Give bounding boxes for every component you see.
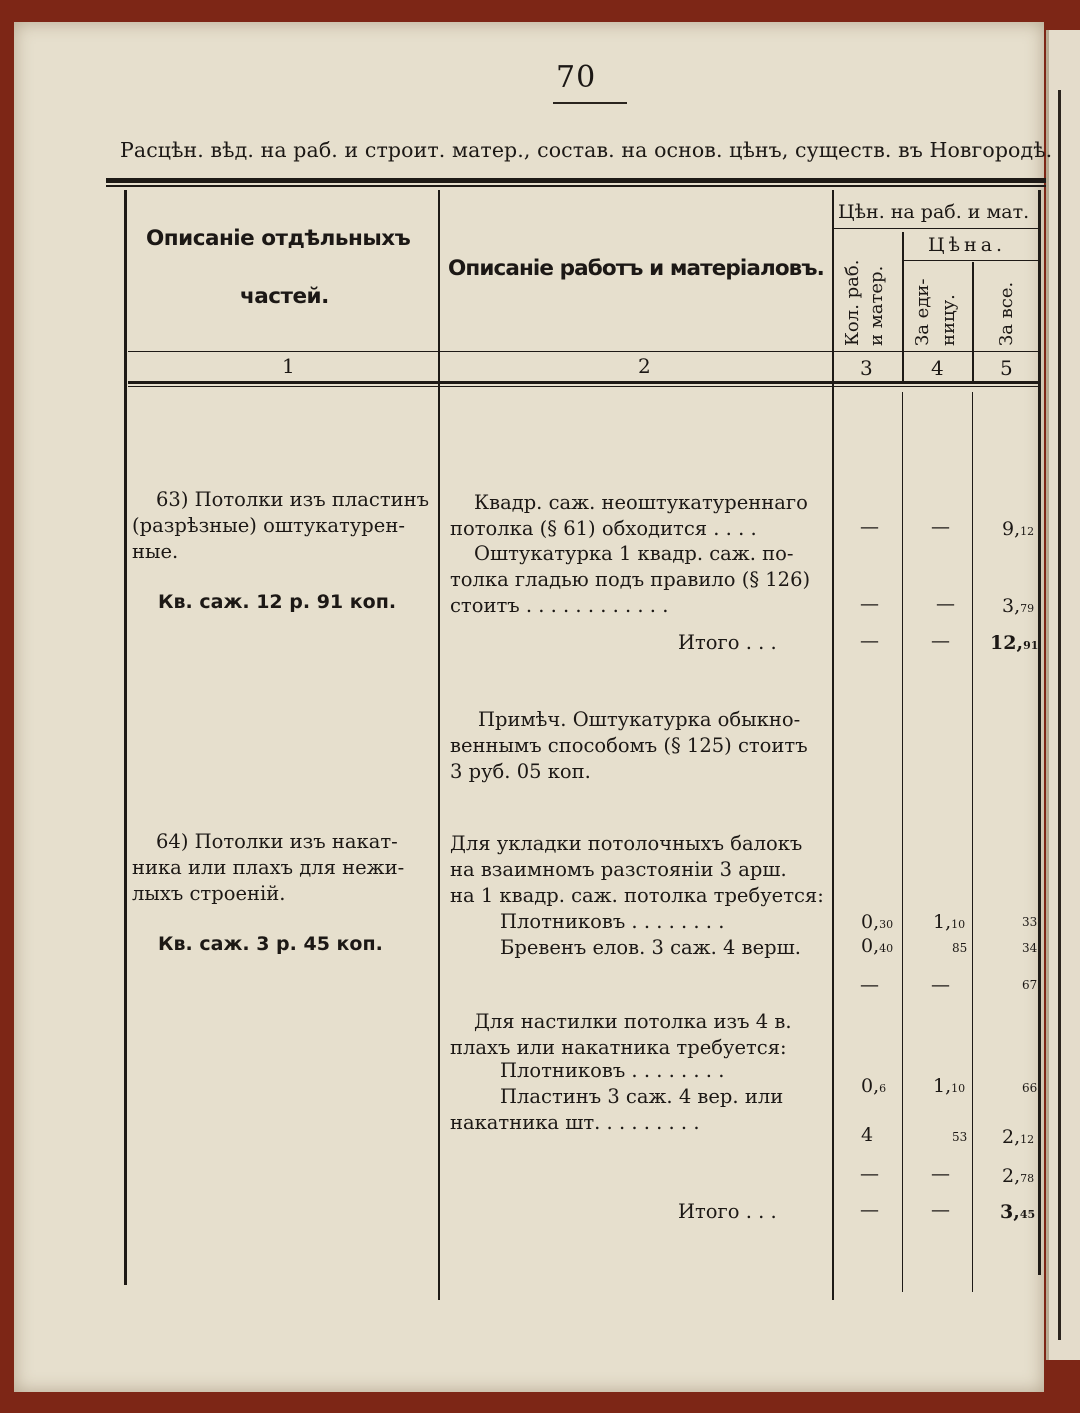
- running-head: Расцѣн. вѣд. на раб. и строит. матер., состав. на основ. цѣнъ, существ. въ Новгородѣ.: [120, 138, 1053, 162]
- entry64-rows1-3-unit: —: [931, 974, 950, 996]
- col1-title-line1: Описаніе отдѣльныхъ: [146, 226, 411, 251]
- entry64-rows2-4-total: 2,78: [1002, 1165, 1035, 1187]
- entry64-intro1-line2: на взаимномъ разстояніи 3 арш.: [450, 858, 787, 881]
- entry63-row2-unit: —: [936, 593, 955, 615]
- entry63-title-line3: ные.: [132, 540, 179, 563]
- entry64-rows2-3-text: накатника шт. . . . . . . . .: [450, 1111, 700, 1134]
- entry64-total-qty: —: [860, 1199, 879, 1221]
- entry63-row2-line3: стоитъ . . . . . . . . . . . .: [450, 594, 669, 617]
- entry63-row1-qty: —: [860, 516, 879, 538]
- col3-title-line1: Кол. раб.: [842, 259, 863, 346]
- entry64-intro2-line2: плахъ или накатника требуется:: [450, 1036, 787, 1059]
- entry63-title-line1: 63) Потолки изъ пластинъ: [156, 488, 430, 511]
- table-right-border: [1038, 190, 1041, 1275]
- entry64-rows1-2-text: Бревенъ елов. 3 саж. 4 верш.: [500, 936, 801, 959]
- table-left-border: [124, 190, 127, 1285]
- entry64-rows1-1-unit: 1,10: [933, 911, 966, 933]
- entry63-row1-unit: —: [931, 516, 950, 538]
- col-number-3: 3: [860, 356, 873, 380]
- col4-divider-header: [972, 262, 974, 382]
- entry64-rows1-3-total: 67: [1022, 978, 1038, 992]
- entry63-note-line3: 3 руб. 05 коп.: [450, 760, 591, 783]
- entry64-title-line1: 64) Потолки изъ накат-: [156, 830, 398, 853]
- entry63-row2-qty: —: [860, 593, 879, 615]
- col-number-2: 2: [638, 354, 651, 378]
- entry64-intro1-line3: на 1 квадр. саж. потолка требуется:: [450, 884, 824, 907]
- entry63-note-line2: веннымъ способомъ (§ 125) стоитъ: [450, 734, 808, 757]
- entry64-title-line3: лыхъ строеній.: [132, 882, 286, 905]
- page-number-rule: [553, 102, 627, 104]
- entry64-total-value: 3,45: [1000, 1201, 1036, 1223]
- facing-page-edge: [1046, 30, 1080, 1360]
- price-header-rule: [904, 260, 1038, 261]
- entry63-row2-line2: толка гладью подъ правило (§ 126): [450, 568, 811, 591]
- col4-title-line2: ницу.: [938, 294, 959, 346]
- entry64-rows2-3-qty: 4: [861, 1124, 874, 1146]
- facing-page-rule: [1058, 90, 1061, 1340]
- entry64-total-label: Итого . . .: [678, 1200, 777, 1223]
- entry64-price: Кв. саж. 3 р. 45 коп.: [158, 933, 383, 955]
- table-top-rule-thin: [106, 185, 1046, 187]
- price-group-title: Цѣна.: [928, 234, 1007, 256]
- colnum-bottom-rule-thin: [128, 386, 1038, 387]
- entry64-rows1-2-total: 34: [1022, 941, 1038, 955]
- col-number-4: 4: [931, 356, 944, 380]
- entry64-total-unit: —: [931, 1199, 950, 1221]
- entry64-rows2-3-total: 2,12: [1002, 1126, 1035, 1148]
- col3-divider-header: [902, 232, 904, 382]
- entry63-note-line1: Примѣч. Оштукатурка обыкно-: [478, 708, 801, 731]
- entry63-row1-line2: потолка (§ 61) обходится . . . .: [450, 517, 757, 540]
- entry64-rows1-1-text: Плотниковъ . . . . . . . .: [500, 910, 725, 933]
- group-header-rule: [832, 228, 1040, 229]
- group-title: Цѣн. на раб. и мат.: [838, 201, 1030, 223]
- table-top-rule: [106, 178, 1046, 183]
- col5-title: За все.: [996, 281, 1017, 346]
- col1-title-line2: частей.: [240, 284, 329, 309]
- col2-title: Описаніе работъ и матеріаловъ.: [448, 256, 824, 281]
- entry64-rows2-2-unit: 1,10: [933, 1075, 966, 1097]
- entry64-rows2-2-total: 66: [1022, 1081, 1038, 1095]
- entry63-total-label: Итого . . .: [678, 631, 777, 654]
- entry64-rows1-2-qty: 0,40: [861, 935, 894, 957]
- entry63-total-qty: —: [860, 630, 879, 652]
- entry63-title-line2: (разрѣзные) оштукатурен-: [132, 514, 405, 537]
- entry64-rows1-1-total: 33: [1022, 915, 1038, 929]
- entry64-rows2-2-text: Пластинъ 3 саж. 4 вер. или: [500, 1085, 784, 1108]
- col-number-5: 5: [1000, 356, 1013, 380]
- entry64-rows2-2-qty: 0,6: [861, 1075, 887, 1097]
- entry64-rows2-4-unit: —: [931, 1163, 950, 1185]
- col4-divider-body: [972, 392, 973, 1292]
- entry63-price: Кв. саж. 12 р. 91 коп.: [158, 591, 397, 613]
- col1-divider: [438, 190, 440, 1300]
- col3-divider-body: [902, 392, 903, 1292]
- col4-title-line1: За еди-: [912, 278, 933, 346]
- entry64-rows2-1-text: Плотниковъ . . . . . . . .: [500, 1059, 725, 1082]
- entry64-rows1-2-unit: 85: [952, 941, 968, 955]
- entry64-rows2-4-qty: —: [860, 1163, 879, 1185]
- entry64-rows1-1-qty: 0,30: [861, 911, 894, 933]
- colnum-bottom-rule: [128, 381, 1038, 384]
- entry64-rows1-3-qty: —: [860, 974, 879, 996]
- header-bottom-rule: [128, 351, 1038, 352]
- entry64-rows2-3-unit: 53: [952, 1130, 968, 1144]
- col3-title-line2: и матер.: [866, 265, 887, 346]
- col-number-1: 1: [282, 354, 295, 378]
- page-number: 70: [556, 60, 597, 95]
- entry63-row2-total: 3,79: [1002, 595, 1035, 617]
- entry64-intro2-line1: Для настилки потолка изъ 4 в.: [474, 1010, 792, 1033]
- entry63-row1-total: 9,12: [1002, 518, 1035, 540]
- col2-divider: [832, 190, 834, 1300]
- entry63-total-value: 12,91: [990, 632, 1039, 654]
- entry64-title-line2: ника или плахъ для нежи-: [132, 856, 405, 879]
- entry63-row1-line1: Квадр. саж. неоштукатуреннаго: [474, 491, 808, 514]
- entry63-total-unit: —: [931, 630, 950, 652]
- entry63-row2-line1: Оштукатурка 1 квадр. саж. по-: [474, 542, 794, 565]
- entry64-intro1-line1: Для укладки потолочныхъ балокъ: [450, 832, 803, 855]
